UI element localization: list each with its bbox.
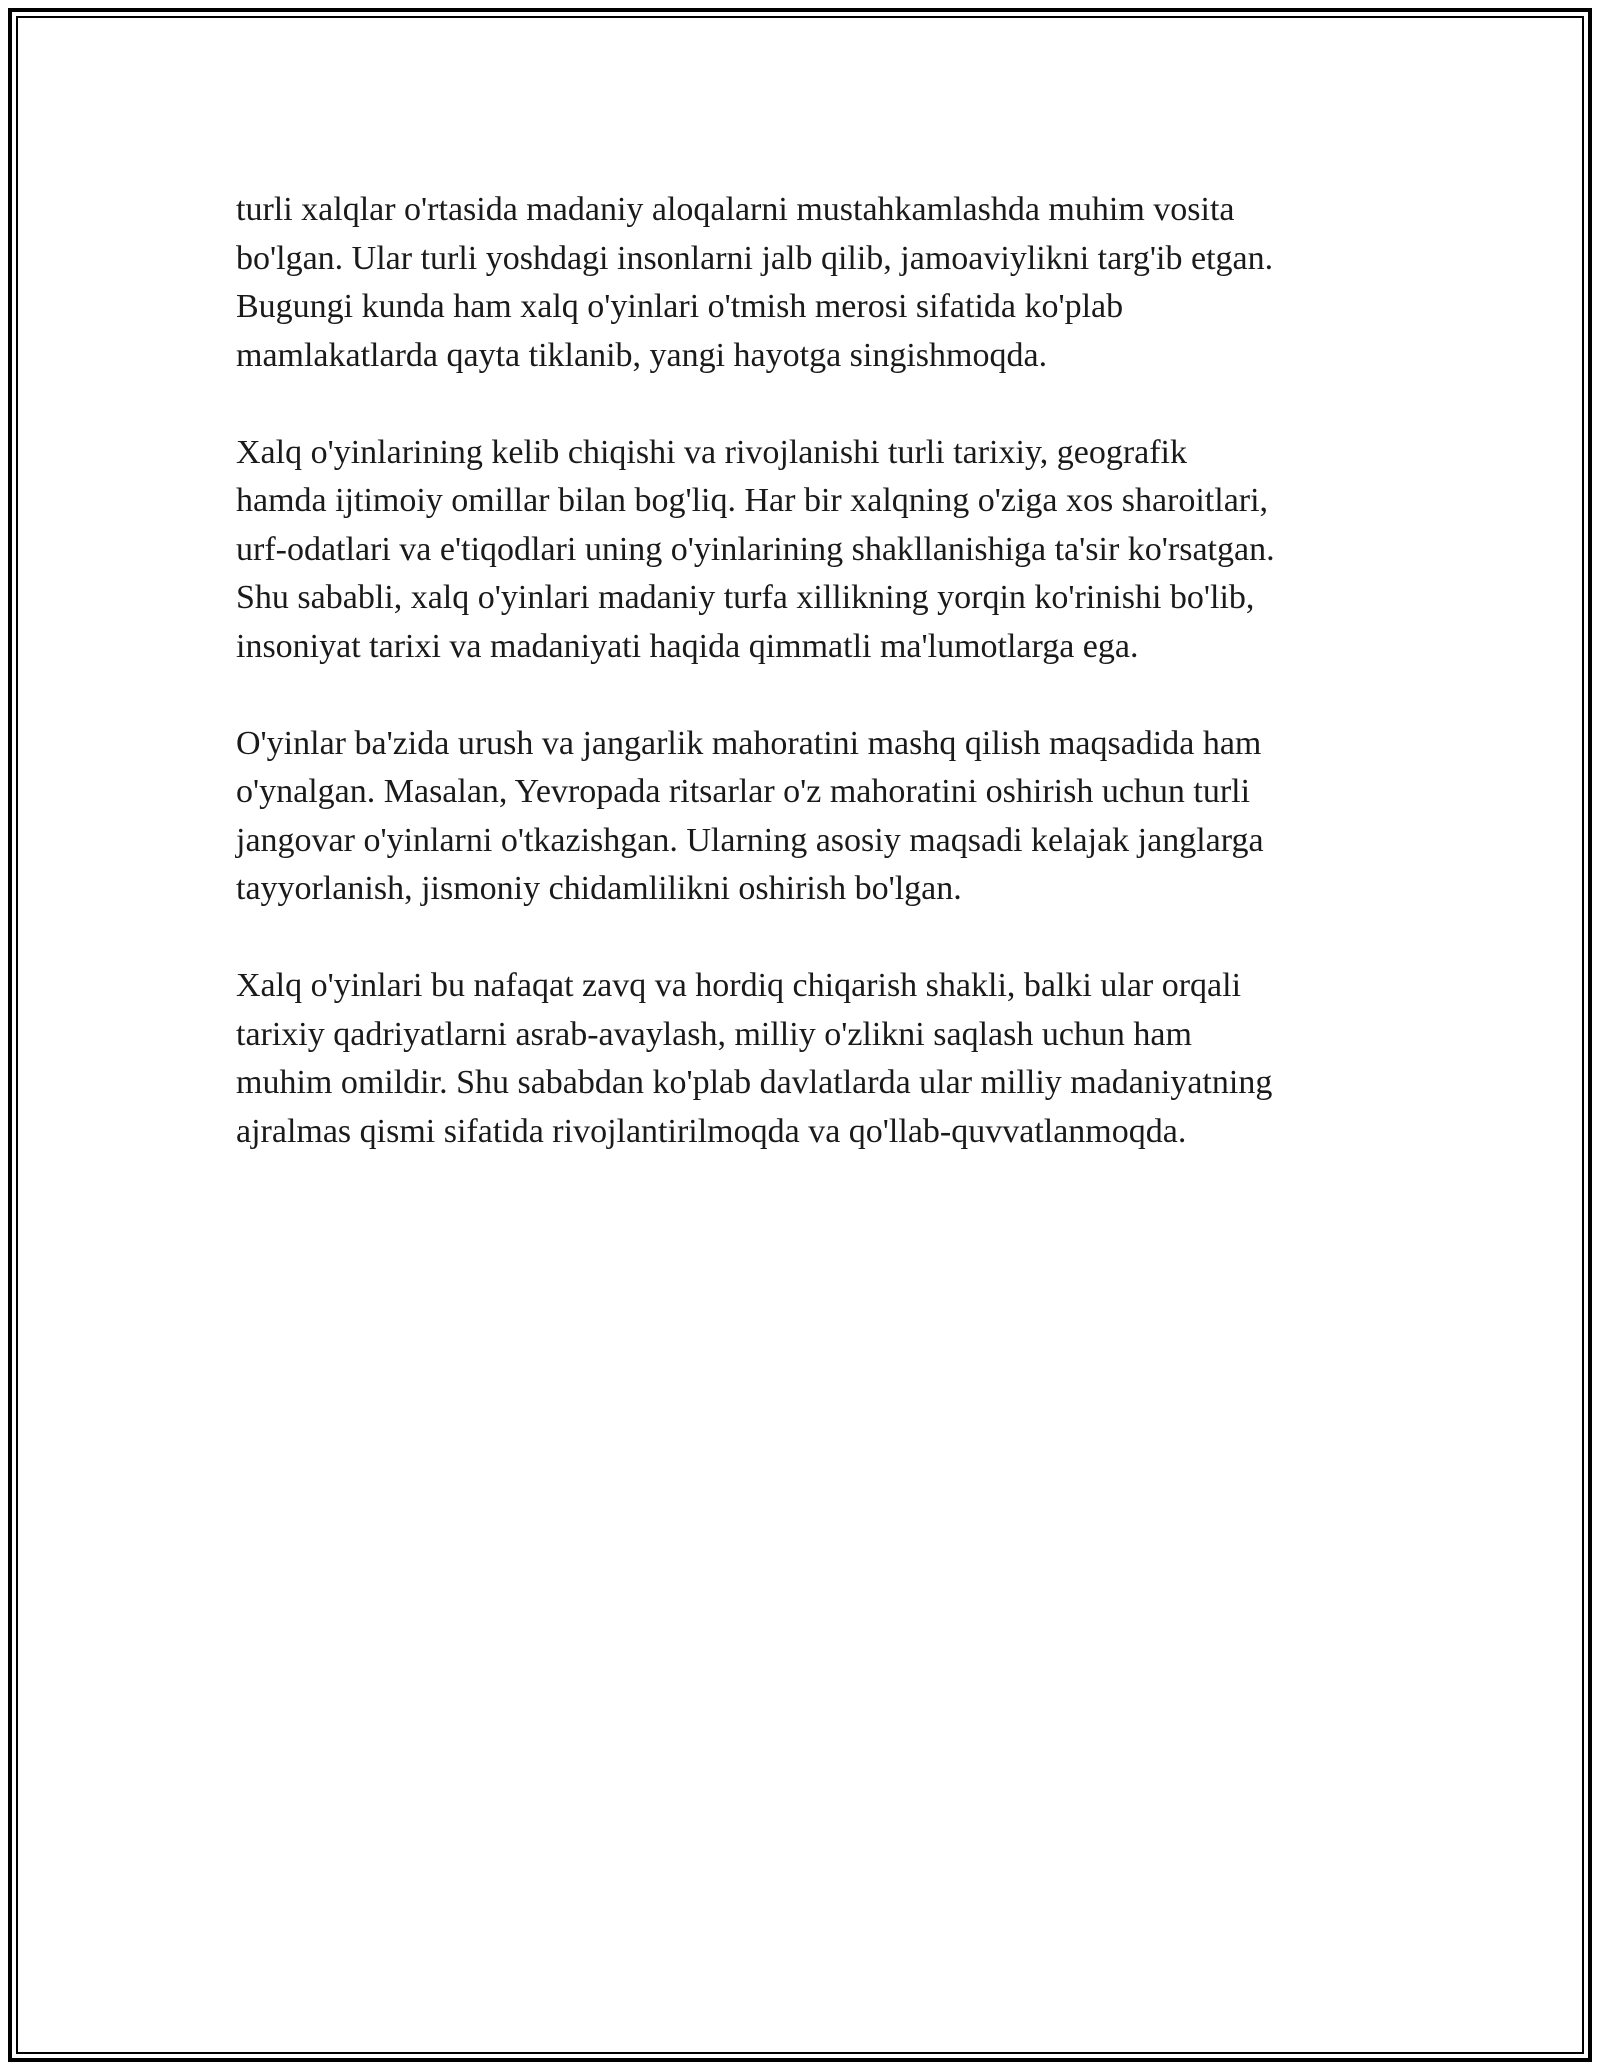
paragraph-1: turli xalqlar o'rtasida madaniy aloqalarni mustahkamlashda muhim vosita bo'lgan. Ular turli yoshdagi insonlarni jalb qilib, jamoaviylikni targ'ib etgan. Bugungi kunda ham xalq o'yinlari o'tmish merosi sifatida ko'plab mamlakatlarda qayta tiklanib, yangi hayotga singishmoqda.: [236, 191, 1274, 374]
paragraph-3: O'yinlar ba'zida urush va jangarlik mahoratini mashq qilish maqsadida ham o'ynalgan. Masalan, Yevropada ritsarlar o'z mahoratini oshirish uchun turli jangovar o'yinlarni o'tkazishgan. Ularning asosiy maqsadi kelajak janglarga tayyorlanish, jismoniy chidamlilikni oshirish bo'lgan.: [236, 724, 1264, 907]
paragraph-4: Xalq o'yinlari bu nafaqat zavq va hordiq chiqarish shakli, balki ular orqali tarixiy qadriyatlarni asrab-avaylash, milliy o'zlikni saqlash uchun ham muhim omildir. Shu sababdan ko'plab davlatlarda ular milliy madaniyatning ajralmas qismi sifatida rivojlantirilmoqda va qo'llab-quvvatlanmoqda.: [236, 967, 1273, 1150]
document-body: [236, 186, 1366, 1205]
paragraph-2: Xalq o'yinlarining kelib chiqishi va rivojlanishi turli tarixiy, geografik hamda ijtimoiy omillar bilan bog'liq. Har bir xalqning o'ziga xos sharoitlari, urf-odatlari va e'tiqodlari uning o'yinlarining shakllanishiga ta'sir ko'rsatgan. Shu sababli, xalq o'yinlari madaniy turfa xillikning yorqin ko'rinishi bo'lib, insoniyat tarixi va madaniyati haqida qimmatli ma'lumotlarga ega.: [236, 433, 1275, 665]
